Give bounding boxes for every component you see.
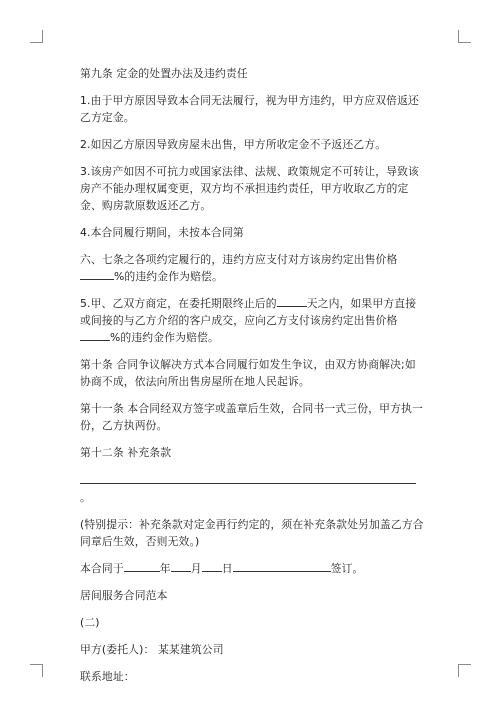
crop-mark-bottom-right	[458, 664, 471, 677]
signing-date-prefix: 本合同于	[80, 562, 124, 575]
year-label: 年	[159, 562, 171, 575]
month-blank	[171, 560, 191, 572]
days-blank	[277, 295, 307, 307]
clause-9-5	[80, 295, 426, 346]
signing-date-line	[80, 560, 426, 577]
crop-mark-bottom-left	[30, 664, 43, 677]
clause-9-5-text-c: %的违约金作为赔偿。	[110, 331, 219, 344]
party-a-line: 甲方(委托人)： 某某建筑公司	[80, 643, 224, 656]
clause-9-5-text-b: 天之内，如果甲方直接或间接的与乙方介绍的客户成交，应向乙方支付该房约定出售价格	[80, 297, 417, 327]
supplementary-line-end: 。	[80, 491, 91, 504]
clause-9-1: 1.由于甲方原因导致本合同无法履行，视为甲方违约，甲方应双倍返还乙方定金。	[80, 94, 420, 124]
day-blank	[202, 560, 222, 572]
document-body	[80, 65, 426, 685]
contract-template-title: 居间服务合同范本	[80, 589, 168, 602]
supplementary-blank-line	[80, 471, 416, 484]
supplementary-clause-line	[80, 471, 426, 506]
section-number: (二)	[80, 616, 100, 629]
clause-9-4-cont-tail: %的违约金作为赔偿。	[114, 270, 223, 283]
clause-9-5-text-a: 5.甲、乙双方商定，在委托期限终止后的	[80, 297, 277, 310]
clause-9-2: 2.如因乙方原因导致房屋未出售，甲方所收定金不予返还乙方。	[80, 138, 387, 151]
contact-address-line: 联系地址：	[80, 670, 135, 683]
article-11: 第十一条 本合同经双方签字或盖章后生效，合同书一式三份，甲方执一份，乙方执两份。	[80, 402, 423, 432]
article-12-heading: 第十二条 补充条款	[80, 446, 172, 459]
special-notice: (特别提示：补充条款对定金再行约定的，须在补充条款处另加盖乙方合同章后生效，否则无效。)	[80, 518, 424, 548]
clause-9-4: 4.本合同履行期间，未按本合同第	[80, 226, 244, 239]
crop-mark-top-left	[30, 30, 43, 43]
clause-9-4-cont	[80, 251, 426, 285]
article-9-heading: 第九条 定金的处置办法及违约责任	[80, 67, 248, 80]
clause-9-4-cont-text: 六、七条之各项约定履行的，违约方应支付对方该房约定出售价格	[80, 253, 398, 266]
crop-mark-top-right	[458, 30, 471, 43]
month-label: 月	[190, 562, 202, 575]
year-blank	[124, 560, 160, 572]
penalty-percent-blank-2	[80, 329, 110, 341]
signing-suffix: 签订。	[330, 562, 364, 575]
day-label: 日	[221, 562, 233, 575]
article-10: 第十条 合同争议解决方式本合同履行如发生争议，由双方协商解决;如协商不成，依法向所出售房屋所在地人民起诉。	[80, 358, 416, 388]
clause-9-3: 3.该房产如因不可抗力或国家法律、法规、政策规定不可转让，导致该房产不能办理权属变更，双方均不承担违约责任，甲方收取乙方的定金、购房款原数返还乙方。	[80, 165, 420, 212]
place-blank	[233, 560, 331, 572]
penalty-percent-blank-1	[80, 268, 114, 280]
